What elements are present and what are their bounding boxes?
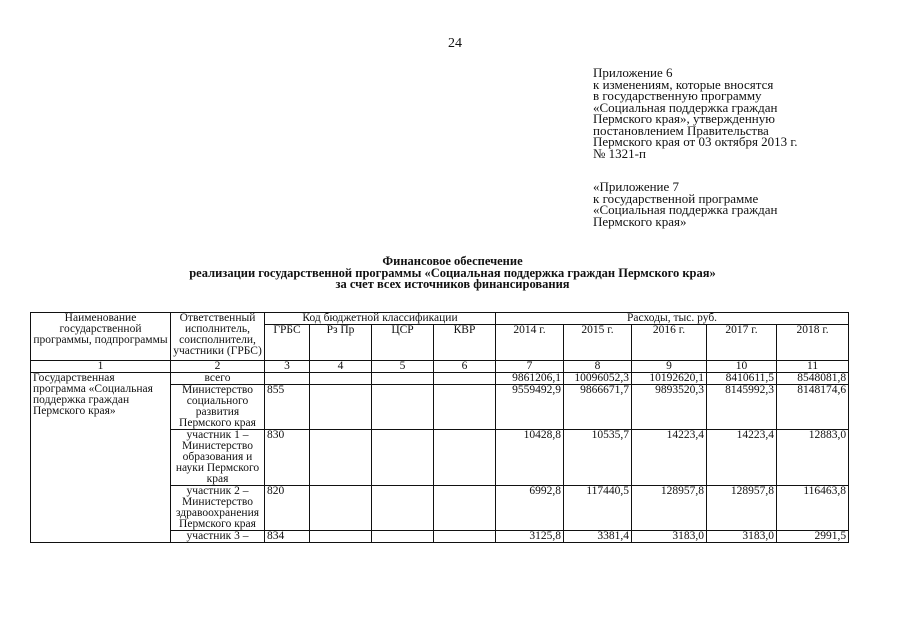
title-line: реализации государственной программы «Социальная поддержка граждан Пермского края» bbox=[189, 265, 716, 280]
row-value: 9861206,1 bbox=[496, 373, 564, 385]
row-executor: участник 3 – bbox=[171, 531, 265, 543]
header-executor: Ответственный исполнитель, соисполнители, участники (ГРБС) bbox=[171, 313, 265, 361]
column-number: 9 bbox=[632, 361, 707, 373]
row-value: 116463,8 bbox=[777, 486, 849, 531]
row-value: 9559492,9 bbox=[496, 385, 564, 430]
header-expenses: Расходы, тыс. руб. bbox=[496, 313, 849, 325]
row-rzpr bbox=[310, 531, 372, 543]
program-name: Государственная программа «Социальная поддержка граждан Пермского края» bbox=[31, 373, 171, 543]
title-line: Финансовое обеспечение bbox=[382, 254, 523, 268]
annex-6-line: № 1321-п bbox=[593, 145, 646, 161]
annex-7-header bbox=[593, 181, 777, 227]
row-value: 10535,7 bbox=[564, 430, 632, 486]
header-rzpr: Рз Пр bbox=[310, 325, 372, 361]
row-value: 14223,4 bbox=[632, 430, 707, 486]
row-value: 3125,8 bbox=[496, 531, 564, 543]
column-number-row bbox=[31, 361, 849, 373]
header-year: 2015 г. bbox=[564, 325, 632, 361]
column-number: 3 bbox=[265, 361, 310, 373]
annex-7-line: к государственной программе bbox=[593, 190, 759, 206]
row-kvr bbox=[434, 385, 496, 430]
row-rzpr bbox=[310, 373, 372, 385]
document-title bbox=[0, 256, 905, 291]
row-kvr bbox=[434, 486, 496, 531]
row-grbs: 830 bbox=[265, 430, 310, 486]
row-value: 6992,8 bbox=[496, 486, 564, 531]
row-kvr bbox=[434, 373, 496, 385]
row-grbs: 855 bbox=[265, 385, 310, 430]
annex-6-line: Пермского края», утвержденную bbox=[593, 111, 775, 126]
annex-6-line: Приложение 6 bbox=[593, 65, 673, 80]
row-executor: Министерство социального развития Пермского края bbox=[171, 385, 265, 430]
header-row-1 bbox=[31, 313, 849, 325]
row-grbs: 820 bbox=[265, 486, 310, 531]
annex-6-line: к изменениям, которые вносятся bbox=[593, 76, 774, 92]
header-year: 2017 г. bbox=[707, 325, 777, 361]
row-value: 8145992,3 bbox=[707, 385, 777, 430]
column-number: 7 bbox=[496, 361, 564, 373]
column-number: 1 bbox=[31, 361, 171, 373]
row-grbs bbox=[265, 373, 310, 385]
row-value: 9866671,7 bbox=[564, 385, 632, 430]
table-row-total bbox=[31, 373, 849, 385]
row-value: 3183,0 bbox=[632, 531, 707, 543]
annex-6-header bbox=[593, 67, 798, 159]
row-value: 8410611,5 bbox=[707, 373, 777, 385]
column-number: 4 bbox=[310, 361, 372, 373]
row-executor: участник 1 – Министерство образования и науки Пермского края bbox=[171, 430, 265, 486]
header-year: 2016 г. bbox=[632, 325, 707, 361]
row-csr bbox=[372, 385, 434, 430]
row-rzpr bbox=[310, 430, 372, 486]
row-kvr bbox=[434, 531, 496, 543]
row-value: 10428,8 bbox=[496, 430, 564, 486]
annex-6-line: в государственную программу bbox=[593, 88, 762, 103]
row-value: 12883,0 bbox=[777, 430, 849, 486]
row-executor: всего bbox=[171, 373, 265, 385]
financing-table bbox=[30, 312, 849, 543]
row-kvr bbox=[434, 430, 496, 486]
row-value: 3183,0 bbox=[707, 531, 777, 543]
header-year: 2014 г. bbox=[496, 325, 564, 361]
row-value: 128957,8 bbox=[707, 486, 777, 531]
row-value: 3381,4 bbox=[564, 531, 632, 543]
annex-7-line: «Приложение 7 bbox=[593, 179, 680, 194]
row-value: 9893520,3 bbox=[632, 385, 707, 430]
annex-7-line: «Социальная поддержка граждан bbox=[593, 202, 778, 217]
annex-7-line: Пермского края» bbox=[593, 213, 687, 229]
row-value: 128957,8 bbox=[632, 486, 707, 531]
header-year: 2018 г. bbox=[777, 325, 849, 361]
row-value: 10192620,1 bbox=[632, 373, 707, 385]
title-line: за счет всех источников финансирования bbox=[335, 277, 570, 291]
row-value: 117440,5 bbox=[564, 486, 632, 531]
row-csr bbox=[372, 531, 434, 543]
page-number: 24 bbox=[448, 36, 462, 51]
column-number: 10 bbox=[707, 361, 777, 373]
row-value: 10096052,3 bbox=[564, 373, 632, 385]
annex-6-line: постановлением Правительства bbox=[593, 122, 769, 138]
header-budget-code: Код бюджетной классификации bbox=[265, 313, 496, 325]
row-csr bbox=[372, 430, 434, 486]
row-csr bbox=[372, 486, 434, 531]
header-name: Наименование государственной программы, подпрограммы bbox=[31, 313, 171, 361]
row-rzpr bbox=[310, 486, 372, 531]
annex-6-line: Пермского края от 03 октября 2013 г. bbox=[593, 134, 798, 149]
column-number: 8 bbox=[564, 361, 632, 373]
column-number: 11 bbox=[777, 361, 849, 373]
row-value: 8148174,6 bbox=[777, 385, 849, 430]
row-csr bbox=[372, 373, 434, 385]
row-executor: участник 2 – Министерство здравоохранения Пермского края bbox=[171, 486, 265, 531]
row-value: 8548081,8 bbox=[777, 373, 849, 385]
header-csr: ЦСР bbox=[372, 325, 434, 361]
row-value: 2991,5 bbox=[777, 531, 849, 543]
header-kvr: КВР bbox=[434, 325, 496, 361]
header-grbs: ГРБС bbox=[265, 325, 310, 361]
row-grbs: 834 bbox=[265, 531, 310, 543]
row-value: 14223,4 bbox=[707, 430, 777, 486]
column-number: 2 bbox=[171, 361, 265, 373]
annex-6-line: «Социальная поддержка граждан bbox=[593, 99, 778, 115]
column-number: 6 bbox=[434, 361, 496, 373]
column-number: 5 bbox=[372, 361, 434, 373]
row-rzpr bbox=[310, 385, 372, 430]
